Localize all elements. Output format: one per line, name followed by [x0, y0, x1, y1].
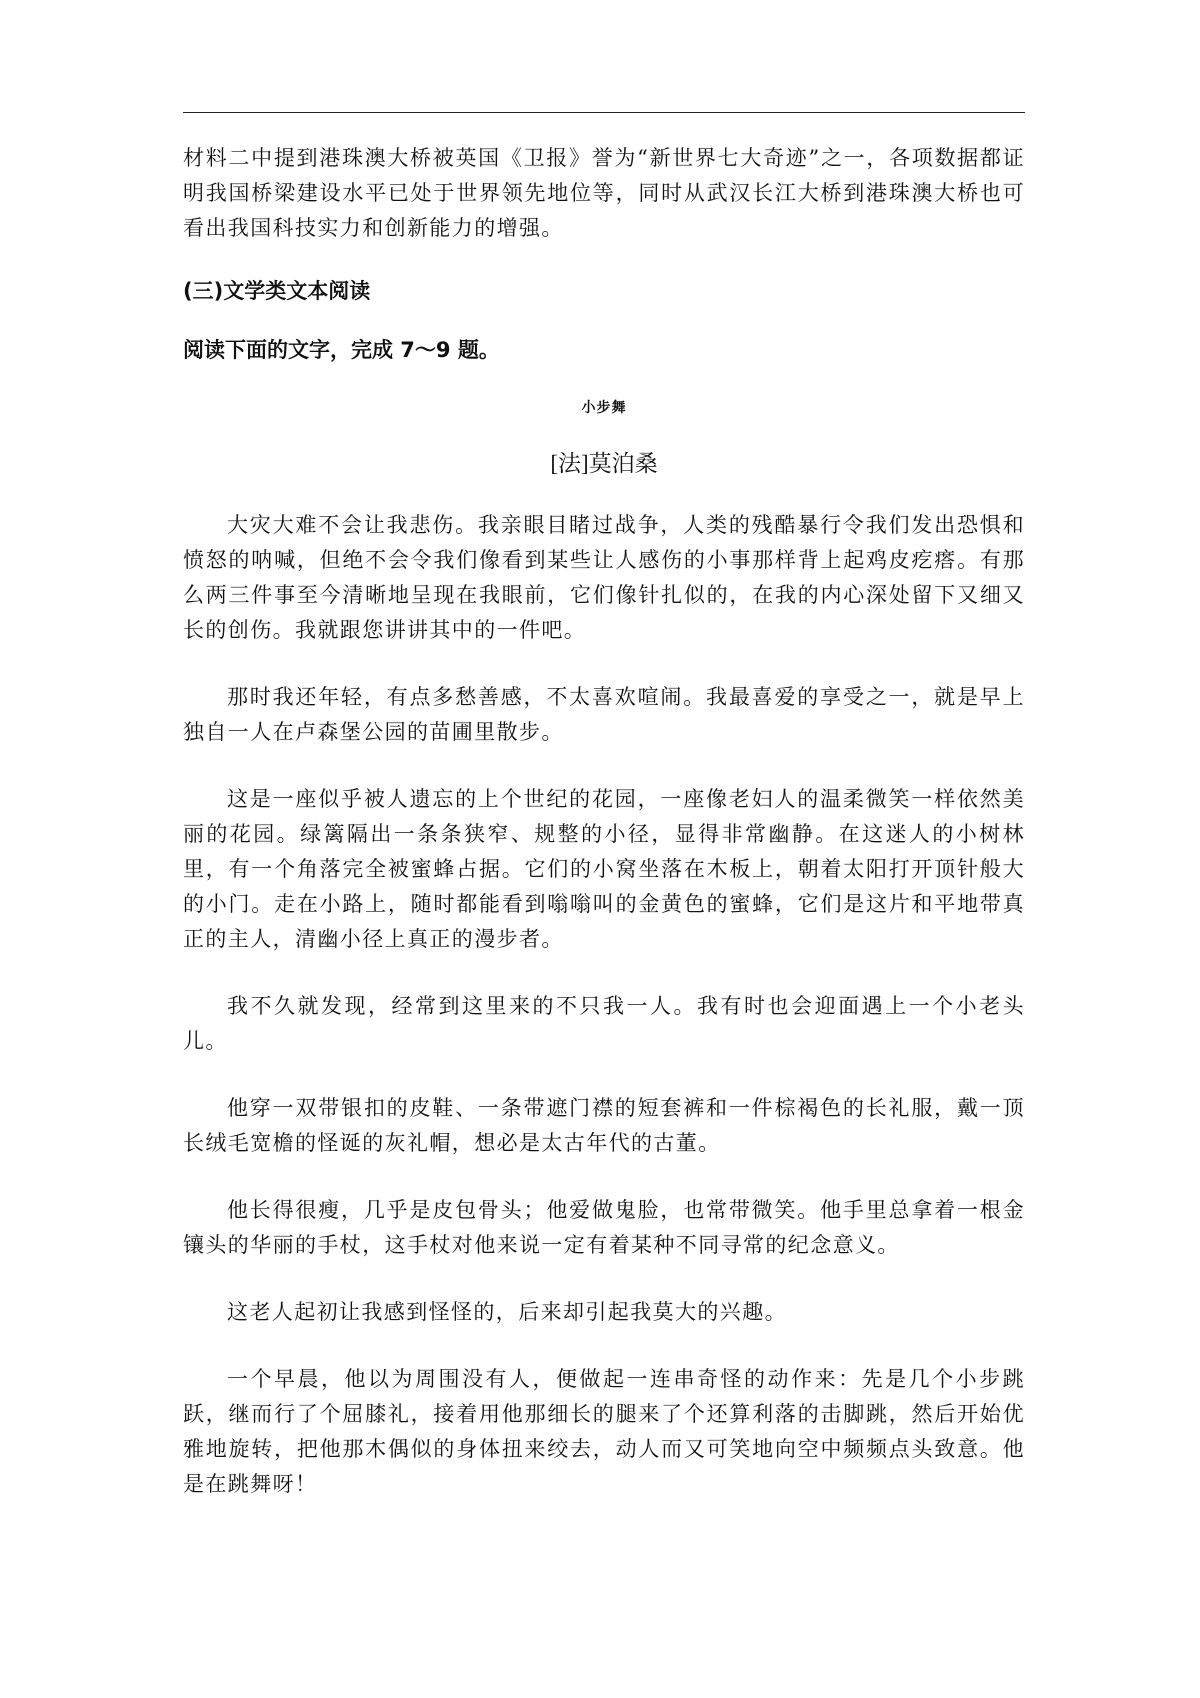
header-rule	[183, 112, 1025, 113]
story-author: [法]莫泊桑	[550, 451, 658, 476]
document-body	[183, 141, 1025, 1502]
story-paragraph: 那时我还年轻，有点多愁善感，不太喜欢喧闹。我最喜爱的享受之一，就是早上独自一人在卢森堡公园的苗圃里散步。	[183, 685, 1025, 744]
story-paragraph: 他长得很瘦，几乎是皮包骨头；他爱做鬼脸，也常带微笑。他手里总拿着一根金镶头的华丽的手杖，这手杖对他来说一定有着某种不同寻常的纪念意义。	[183, 1198, 1025, 1257]
story-paragraph: 大灾大难不会让我悲伤。我亲眼目睹过战争，人类的残酷暴行令我们发出恐惧和愤怒的呐喊，但绝不会令我们像看到某些让人感伤的小事那样背上起鸡皮疙瘩。有那么两三件事至今清晰地呈现在我眼前，它们像针扎似的，在我的内心深处留下又细又长的创伤。我就跟您讲讲其中的一件吧。	[183, 513, 1025, 642]
story-title: 小步舞	[581, 400, 627, 416]
instruction-text: 阅读下面的文字，完成 7～9 题。	[183, 338, 500, 362]
story-paragraph: 这是一座似乎被人遗忘的上个世纪的花园，一座像老妇人的温柔微笑一样依然美丽的花园。绿篱隔出一条条狭窄、规整的小径，显得非常幽静。在这迷人的小树林里，有一个角落完全被蜜蜂占据。它们的小窝坐落在木板上，朝着太阳打开顶针般大的小门。走在小路上，随时都能看到嗡嗡叫的金黄色的蜜蜂，它们是这片和平地带真正的主人，清幽小径上真正的漫步者。	[183, 787, 1025, 951]
story-body	[183, 508, 1025, 1502]
intro-paragraph: 材料二中提到港珠澳大桥被英国《卫报》誉为“新世界七大奇迹”之一，各项数据都证明我国桥梁建设水平已处于世界领先地位等，同时从武汉长江大桥到港珠澳大桥也可看出我国科技实力和创新能力的增强。	[183, 146, 1025, 240]
section-heading: (三)文学类文本阅读	[183, 279, 371, 303]
story-paragraph: 他穿一双带银扣的皮鞋、一条带遮门襟的短套裤和一件棕褐色的长礼服，戴一顶长绒毛宽檐的怪诞的灰礼帽，想必是太古年代的古董。	[183, 1096, 1025, 1155]
story-paragraph: 一个早晨，他以为周围没有人，便做起一连串奇怪的动作来：先是几个小步跳跃，继而行了个屈膝礼，接着用他那细长的腿来了个还算利落的击脚跳，然后开始优雅地旋转，把他那木偶似的身体扭来绞去，动人而又可笑地向空中频频点头致意。他是在跳舞呀！	[183, 1367, 1025, 1496]
story-paragraph: 我不久就发现，经常到这里来的不只我一人。我有时也会迎面遇上一个小老头儿。	[183, 994, 1025, 1053]
story-paragraph: 这老人起初让我感到怪怪的，后来却引起我莫大的兴趣。	[227, 1300, 787, 1324]
